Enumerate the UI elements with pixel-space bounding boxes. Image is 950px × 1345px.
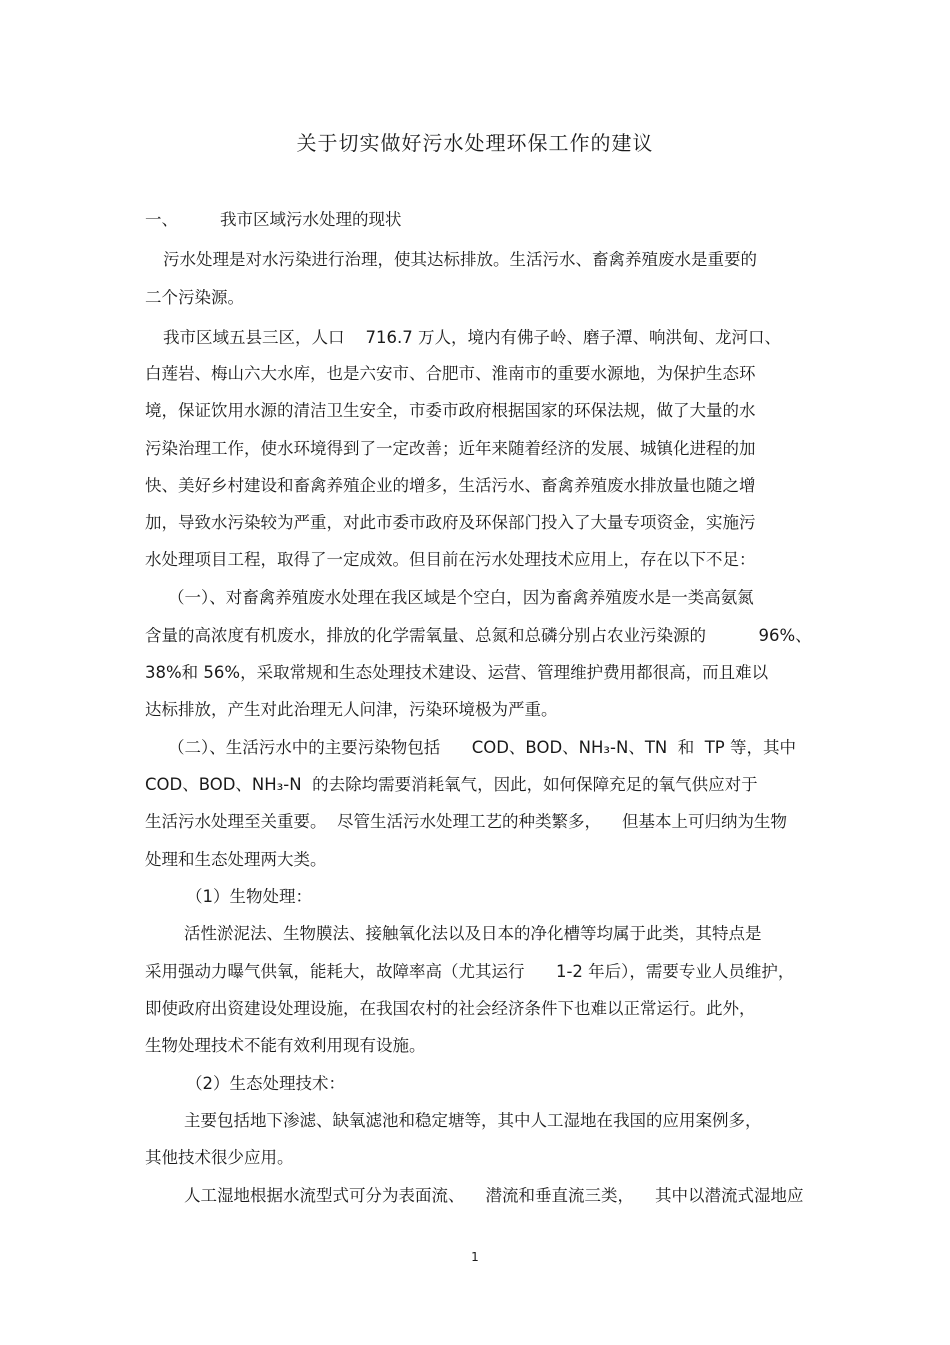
paragraph-line: 38%和 56%，采取常规和生态处理技术建设、运营、管理维护费用都很高，而且难以 (145, 663, 769, 682)
paragraph-line: 白莲岩、梅山六大水库，也是六安市、合肥市、淮南市的重要水源地，为保护生态环 (145, 364, 756, 383)
paragraph-line: 生活污水处理至关重要。 尽管生活污水处理工艺的种类繁多， 但基本上可归纳为生物 (145, 812, 787, 831)
paragraph-line: 其他技术很少应用。 (145, 1148, 294, 1167)
paragraph-line: 污染治理工作，使水环境得到了一定改善；近年来随着经济的发展、城镇化进程的加 (145, 439, 756, 458)
paragraph-line: 污水处理是对水污染进行治理，使其达标排放。生活污水、畜禽养殖废水是重要的 (163, 250, 757, 269)
paragraph-line: 处理和生态处理两大类。 (145, 850, 327, 869)
section-heading-1: 一、 我市区域污水处理的现状 (145, 210, 402, 229)
paragraph-line: 采用强动力曝气供氧，能耗大，故障率高（尤其运行 1-2 年后），需要专业人员维护， (145, 962, 795, 981)
paragraph-line: 境，保证饮用水源的清洁卫生安全，市委市政府根据国家的环保法规，做了大量的水 (145, 401, 756, 420)
paragraph-line: 我市区域五县三区，人口 716.7 万人，境内有佛子岭、磨子潭、响洪甸、龙河口、 (163, 328, 781, 347)
document-title: 关于切实做好污水处理环保工作的建议 (296, 131, 654, 155)
paragraph-line: 达标排放，产生对此治理无人问津，污染环境极为严重。 (145, 700, 558, 719)
paragraph-line: （二）、生活污水中的主要污染物包括 COD、BOD、NH₃-N、TN 和 TP 等，其中 (168, 738, 796, 757)
paragraph-line: 人工湿地根据水流型式可分为表面流、 潜流和垂直流三类， 其中以潜流式湿地应 (184, 1186, 804, 1205)
paragraph-line: 活性淤泥法、生物膜法、接触氧化法以及日本的净化槽等均属于此类，其特点是 (184, 924, 762, 943)
paragraph-line: （一）、对畜禽养殖废水处理在我区域是个空白，因为畜禽养殖废水是一类高氨氮 (168, 588, 754, 607)
paragraph-line: COD、BOD、NH₃-N 的去除均需要消耗氧气，因此，如何保障充足的氧气供应对于 (145, 775, 758, 794)
paragraph-line: 水处理项目工程，取得了一定成效。但目前在污水处理技术应用上，存在以下不足： (145, 550, 756, 569)
paragraph-line: 加，导致水污染较为严重，对此市委市政府及环保部门投入了大量专项资金，实施污 (145, 513, 756, 532)
subsection-heading: （2）生态处理技术： (186, 1074, 345, 1093)
page-number: 1 (471, 1250, 479, 1264)
paragraph-line: 生物处理技术不能有效利用现有设施。 (145, 1036, 426, 1055)
subsection-heading: （1）生物处理： (186, 887, 312, 906)
paragraph-line: 快、美好乡村建设和畜禽养殖企业的增多，生活污水、畜禽养殖废水排放量也随之增 (145, 476, 756, 495)
paragraph-line: 二个污染源。 (145, 288, 244, 307)
paragraph-line: 含量的高浓度有机废水，排放的化学需氧量、总氮和总磷分别占农业污染源的 96%、 (145, 626, 812, 645)
paragraph-line: 主要包括地下渗滤、缺氧滤池和稳定塘等，其中人工湿地在我国的应用案例多， (184, 1111, 762, 1130)
paragraph-line: 即使政府出资建设处理设施，在我国农村的社会经济条件下也难以正常运行。此外， (145, 999, 756, 1018)
